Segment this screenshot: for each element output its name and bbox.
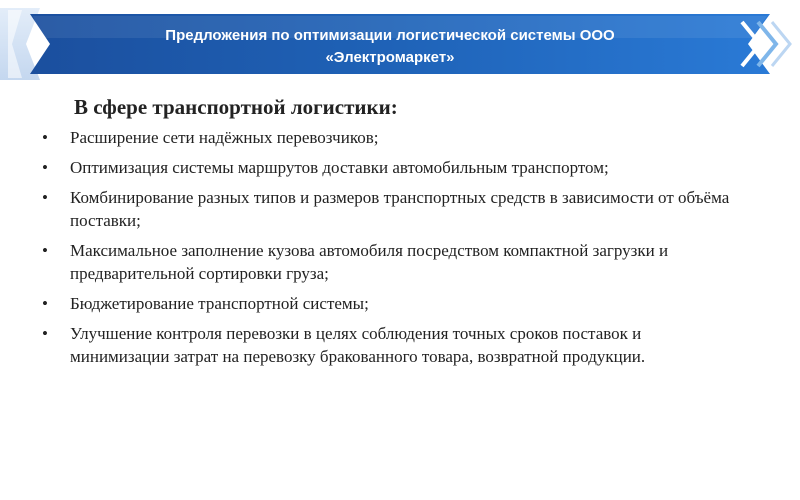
- list-item-text: Улучшение контроля перевозки в целях соблюдения точных сроков поставок и минимизации затрат на перевозку бракованного товара, возвратной продукции.: [70, 324, 646, 366]
- bullet-icon: •: [42, 324, 48, 343]
- list-item-text: Максимальное заполнение кузова автомобиля посредством компактной загрузки и предварительной сортировки груза;: [70, 241, 669, 283]
- list-item-text: Оптимизация системы маршрутов доставки автомобильным транспортом;: [70, 158, 609, 177]
- list-item: [40, 126, 740, 149]
- list-item-text: Расширение сети надёжных перевозчиков;: [70, 128, 379, 147]
- list-item: [40, 186, 740, 232]
- list-item: [40, 292, 740, 315]
- bullet-icon: •: [42, 241, 48, 260]
- slide-title-line1: Предложения по оптимизации логистической системы ООО: [165, 27, 615, 44]
- bullet-list: [40, 126, 740, 368]
- list-item-text: Комбинирование разных типов и размеров транспортных средств в зависимости от объёма поставки;: [70, 188, 730, 230]
- section-heading: В сфере транспортной логистики:: [74, 95, 398, 119]
- bullet-icon: •: [42, 294, 48, 313]
- slide-title-line2: «Электромаркет»: [325, 49, 455, 66]
- content-area: [40, 88, 740, 375]
- list-item-text: Бюджетирование транспортной системы;: [70, 294, 369, 313]
- list-item: [40, 322, 740, 368]
- bullet-icon: •: [42, 128, 48, 147]
- bullet-icon: •: [42, 158, 48, 177]
- title-banner: [0, 0, 800, 95]
- list-item: [40, 239, 740, 285]
- bullet-icon: •: [42, 188, 48, 207]
- list-item: [40, 156, 740, 179]
- slide-title: [120, 25, 660, 69]
